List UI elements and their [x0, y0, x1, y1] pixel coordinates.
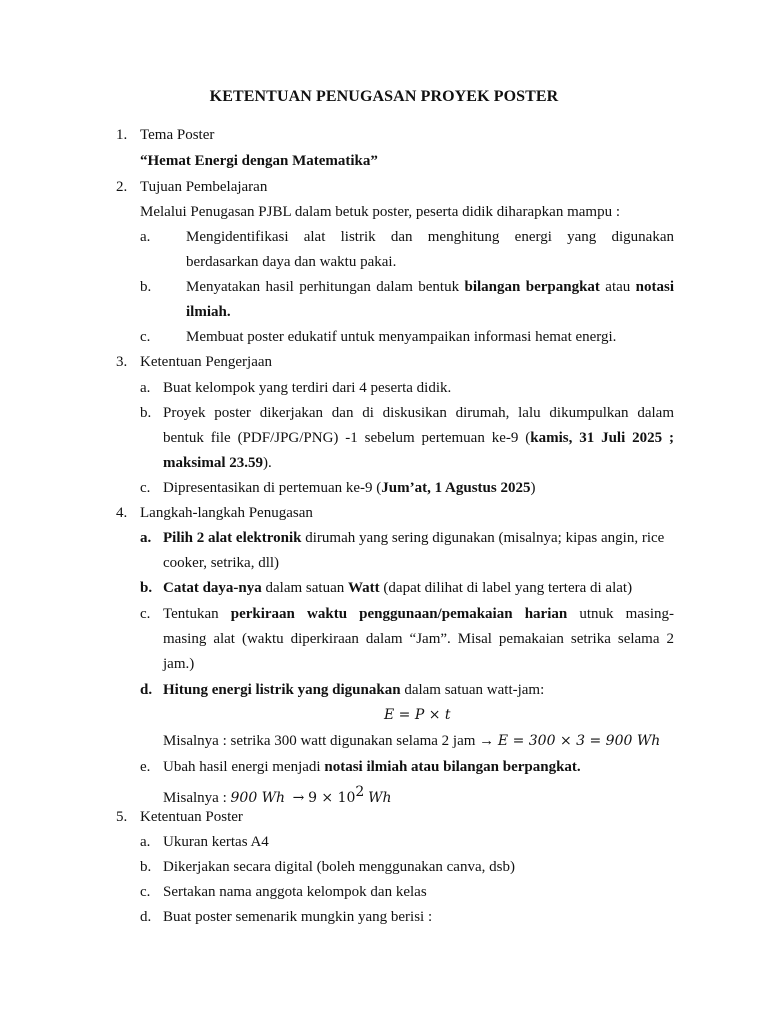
poster-theme: “Hemat Energi dengan Matematika” — [140, 153, 378, 169]
list-item-text: cooker, setrika, dll) — [163, 555, 280, 571]
list-marker: c. — [140, 606, 151, 622]
list-marker: b. — [140, 405, 152, 421]
formula-example: Misalnya : setrika 300 watt digunakan selama 2 jam → E = 300 × 3 = 900 Wh — [163, 733, 661, 749]
section-4-heading: Langkah-langkah Penugasan — [140, 505, 313, 521]
list-marker: d. — [140, 909, 152, 925]
notation-example: Misalnya : 900 $Wh \to 9 \times 10^2$ Wh — [163, 784, 392, 806]
list-item-text: Proyek poster dikerjakan dan di diskusikan dirumah, lalu dikumpulkan dalam — [163, 405, 674, 421]
list-marker: b. — [140, 279, 152, 295]
section-5-number: 5. — [116, 809, 128, 825]
list-item-text: Mengidentifikasi alat listrik dan menghitung energi yang digunakan — [186, 229, 674, 245]
list-marker: d. — [140, 682, 153, 698]
list-item-text: masing alat (waktu diperkiraan dalam “Jam”. Misal pemakaian setrika selama 2 — [163, 631, 674, 647]
list-item-text: Buat kelompok yang terdiri dari 4 peserta didik. — [163, 380, 452, 396]
list-marker: c. — [140, 329, 151, 345]
list-marker: a. — [140, 380, 151, 396]
section-2-number: 2. — [116, 179, 128, 195]
section-4-number: 4. — [116, 505, 128, 521]
list-item-text: Dikerjakan secara digital (boleh menggunakan canva, dsb) — [163, 859, 515, 875]
document-title: KETENTUAN PENUGASAN PROYEK POSTER — [209, 88, 559, 105]
list-item-text: Ubah hasil energi menjadi notasi ilmiah atau bilangan berpangkat. — [163, 759, 581, 775]
list-item-text: Hitung energi listrik yang digunakan dalam satuan watt-jam: — [163, 682, 545, 698]
list-item-text: Catat daya-nya dalam satuan Watt (dapat dilihat di label yang tertera di alat) — [163, 580, 633, 596]
list-marker: c. — [140, 480, 151, 496]
list-item-text: Menyatakan hasil perhitungan dalam bentuk bilangan berpangkat atau notasi — [186, 279, 674, 295]
list-item-text: Tentukan perkiraan waktu penggunaan/pemakaian harian utnuk masing- — [163, 606, 674, 622]
list-item-text: Membuat poster edukatif untuk menyampaikan informasi hemat energi. — [186, 329, 617, 345]
list-item-text: Sertakan nama anggota kelompok dan kelas — [163, 884, 427, 900]
list-item-text: jam.) — [163, 656, 195, 672]
list-item-text: Buat poster semenarik mungkin yang berisi : — [163, 909, 433, 925]
list-item-text: Ukuran kertas A4 — [163, 834, 269, 850]
list-item-text: bentuk file (PDF/JPG/PNG) -1 sebelum pertemuan ke-9 (kamis, 31 Juli 2025 ; — [163, 430, 674, 446]
section-3-number: 3. — [116, 354, 128, 370]
list-marker: b. — [140, 580, 153, 596]
list-item-text: berdasarkan daya dan waktu pakai. — [186, 254, 397, 270]
section-3-heading: Ketentuan Pengerjaan — [140, 354, 273, 370]
list-item-text: ilmiah. — [186, 304, 231, 320]
section-2-intro: Melalui Penugasan PJBL dalam betuk poster, peserta didik diharapkan mampu : — [140, 204, 620, 220]
list-item-text: Dipresentasikan di pertemuan ke-9 (Jum’at, 1 Agustus 2025) — [163, 480, 536, 496]
list-marker: a. — [140, 834, 151, 850]
list-marker: b. — [140, 859, 152, 875]
list-marker: a. — [140, 229, 151, 245]
section-5-heading: Ketentuan Poster — [140, 809, 243, 825]
section-2-heading: Tujuan Pembelajaran — [140, 179, 268, 195]
section-1-number: 1. — [116, 127, 128, 143]
list-item-text: maksimal 23.59). — [163, 455, 272, 471]
section-1-heading: Tema Poster — [140, 127, 215, 143]
list-item-text: Pilih 2 alat elektronik dirumah yang sering digunakan (misalnya; kipas angin, rice — [163, 530, 665, 546]
list-marker: a. — [140, 530, 152, 546]
list-marker: c. — [140, 884, 151, 900]
list-marker: e. — [140, 759, 151, 775]
energy-formula: E = P × t — [384, 707, 451, 723]
